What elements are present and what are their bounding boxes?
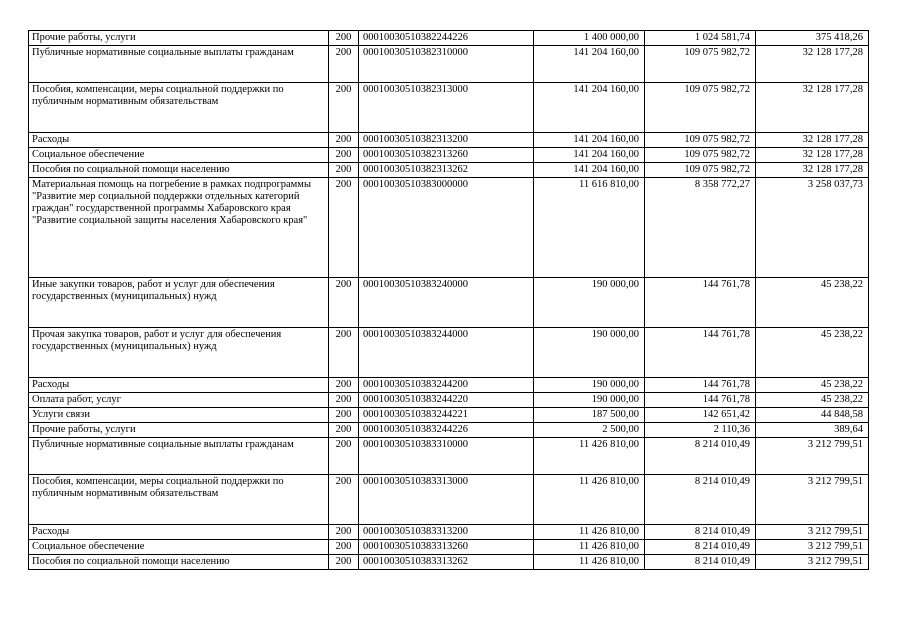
row-code-cell: 200 (329, 423, 359, 438)
row-name-cell: Расходы (29, 133, 329, 148)
row-executed-cell: 144 761,78 (645, 278, 756, 328)
row-code-cell: 200 (329, 475, 359, 525)
table-row (29, 423, 869, 438)
row-approved-cell: 1 400 000,00 (534, 31, 645, 46)
row-executed-cell: 144 761,78 (645, 378, 756, 393)
row-name-cell: Пособия по социальной помощи населению (29, 163, 329, 178)
row-executed-cell: 8 214 010,49 (645, 525, 756, 540)
row-kbk-cell: 00010030510383244000 (359, 328, 534, 378)
budget-report-sheet (28, 30, 868, 570)
row-executed-cell: 8 214 010,49 (645, 438, 756, 475)
row-code-cell: 200 (329, 408, 359, 423)
row-code-cell: 200 (329, 378, 359, 393)
row-approved-cell: 190 000,00 (534, 393, 645, 408)
row-executed-cell: 109 075 982,72 (645, 83, 756, 133)
row-executed-cell: 8 214 010,49 (645, 475, 756, 525)
row-remaining-cell: 375 418,26 (756, 31, 869, 46)
row-kbk-cell: 00010030510382313262 (359, 163, 534, 178)
row-approved-cell: 190 000,00 (534, 278, 645, 328)
row-approved-cell: 141 204 160,00 (534, 148, 645, 163)
row-name-cell: Пособия, компенсации, меры социальной поддержки по публичным нормативным обязательствам (29, 475, 329, 525)
row-kbk-cell: 00010030510383244220 (359, 393, 534, 408)
table-row (29, 83, 869, 133)
row-code-cell: 200 (329, 525, 359, 540)
row-name-cell: Прочие работы, услуги (29, 31, 329, 46)
row-approved-cell: 11 426 810,00 (534, 540, 645, 555)
row-code-cell: 200 (329, 555, 359, 570)
row-remaining-cell: 45 238,22 (756, 278, 869, 328)
row-executed-cell: 8 214 010,49 (645, 540, 756, 555)
row-kbk-cell: 00010030510383244221 (359, 408, 534, 423)
row-name-cell: Материальная помощь на погребение в рамках подпрограммы "Развитие мер социальной поддержки отдельных категорий граждан" государственной программы Хабаровского края "Развитие социальной защиты населения Хабаровского края" (29, 178, 329, 278)
row-remaining-cell: 389,64 (756, 423, 869, 438)
table-row (29, 133, 869, 148)
row-name-cell: Расходы (29, 378, 329, 393)
row-approved-cell: 11 426 810,00 (534, 475, 645, 525)
row-approved-cell: 141 204 160,00 (534, 163, 645, 178)
table-row (29, 555, 869, 570)
row-approved-cell: 11 426 810,00 (534, 555, 645, 570)
row-approved-cell: 187 500,00 (534, 408, 645, 423)
row-kbk-cell: 00010030510382313200 (359, 133, 534, 148)
row-code-cell: 200 (329, 540, 359, 555)
table-row (29, 46, 869, 83)
row-executed-cell: 8 214 010,49 (645, 555, 756, 570)
row-name-cell: Прочая закупка товаров, работ и услуг для обеспечения государственных (муниципальных) нужд (29, 328, 329, 378)
row-approved-cell: 190 000,00 (534, 378, 645, 393)
row-remaining-cell: 3 212 799,51 (756, 540, 869, 555)
row-code-cell: 200 (329, 148, 359, 163)
row-code-cell: 200 (329, 328, 359, 378)
table-row (29, 148, 869, 163)
row-approved-cell: 11 616 810,00 (534, 178, 645, 278)
row-name-cell: Расходы (29, 525, 329, 540)
table-row (29, 178, 869, 278)
row-approved-cell: 141 204 160,00 (534, 83, 645, 133)
row-executed-cell: 109 075 982,72 (645, 148, 756, 163)
row-approved-cell: 11 426 810,00 (534, 525, 645, 540)
row-code-cell: 200 (329, 133, 359, 148)
table-row (29, 31, 869, 46)
row-remaining-cell: 32 128 177,28 (756, 46, 869, 83)
row-remaining-cell: 32 128 177,28 (756, 83, 869, 133)
row-code-cell: 200 (329, 393, 359, 408)
row-code-cell: 200 (329, 438, 359, 475)
table-row (29, 475, 869, 525)
row-remaining-cell: 45 238,22 (756, 328, 869, 378)
row-remaining-cell: 32 128 177,28 (756, 148, 869, 163)
row-kbk-cell: 00010030510383313000 (359, 475, 534, 525)
row-kbk-cell: 00010030510382313260 (359, 148, 534, 163)
row-name-cell: Иные закупки товаров, работ и услуг для обеспечения государственных (муниципальных) нужд (29, 278, 329, 328)
row-kbk-cell: 00010030510383313200 (359, 525, 534, 540)
row-kbk-cell: 00010030510383310000 (359, 438, 534, 475)
row-kbk-cell: 00010030510382310000 (359, 46, 534, 83)
row-executed-cell: 8 358 772,27 (645, 178, 756, 278)
row-name-cell: Публичные нормативные социальные выплаты гражданам (29, 438, 329, 475)
table-row (29, 408, 869, 423)
table-row (29, 163, 869, 178)
row-executed-cell: 2 110,36 (645, 423, 756, 438)
row-executed-cell: 144 761,78 (645, 393, 756, 408)
table-row (29, 393, 869, 408)
row-executed-cell: 142 651,42 (645, 408, 756, 423)
row-kbk-cell: 00010030510383000000 (359, 178, 534, 278)
row-remaining-cell: 3 212 799,51 (756, 525, 869, 540)
row-executed-cell: 1 024 581,74 (645, 31, 756, 46)
row-name-cell: Социальное обеспечение (29, 540, 329, 555)
row-code-cell: 200 (329, 278, 359, 328)
row-remaining-cell: 45 238,22 (756, 378, 869, 393)
table-row (29, 278, 869, 328)
row-name-cell: Социальное обеспечение (29, 148, 329, 163)
row-remaining-cell: 3 212 799,51 (756, 475, 869, 525)
row-executed-cell: 144 761,78 (645, 328, 756, 378)
row-code-cell: 200 (329, 46, 359, 83)
row-kbk-cell: 00010030510383313262 (359, 555, 534, 570)
row-code-cell: 200 (329, 163, 359, 178)
row-approved-cell: 2 500,00 (534, 423, 645, 438)
table-row (29, 525, 869, 540)
table-row (29, 540, 869, 555)
row-code-cell: 200 (329, 178, 359, 278)
row-approved-cell: 141 204 160,00 (534, 133, 645, 148)
table-row (29, 378, 869, 393)
row-approved-cell: 141 204 160,00 (534, 46, 645, 83)
row-remaining-cell: 3 258 037,73 (756, 178, 869, 278)
row-remaining-cell: 3 212 799,51 (756, 555, 869, 570)
row-approved-cell: 11 426 810,00 (534, 438, 645, 475)
budget-execution-table (28, 30, 869, 570)
row-name-cell: Услуги связи (29, 408, 329, 423)
row-code-cell: 200 (329, 31, 359, 46)
row-remaining-cell: 45 238,22 (756, 393, 869, 408)
row-executed-cell: 109 075 982,72 (645, 163, 756, 178)
table-row (29, 438, 869, 475)
row-kbk-cell: 00010030510382244226 (359, 31, 534, 46)
row-executed-cell: 109 075 982,72 (645, 133, 756, 148)
row-kbk-cell: 00010030510383240000 (359, 278, 534, 328)
row-kbk-cell: 00010030510383313260 (359, 540, 534, 555)
row-name-cell: Оплата работ, услуг (29, 393, 329, 408)
row-kbk-cell: 00010030510382313000 (359, 83, 534, 133)
row-name-cell: Пособия по социальной помощи населению (29, 555, 329, 570)
row-approved-cell: 190 000,00 (534, 328, 645, 378)
table-body (29, 31, 869, 570)
row-remaining-cell: 3 212 799,51 (756, 438, 869, 475)
row-remaining-cell: 32 128 177,28 (756, 133, 869, 148)
row-remaining-cell: 32 128 177,28 (756, 163, 869, 178)
row-kbk-cell: 00010030510383244200 (359, 378, 534, 393)
table-row (29, 328, 869, 378)
row-name-cell: Прочие работы, услуги (29, 423, 329, 438)
row-executed-cell: 109 075 982,72 (645, 46, 756, 83)
row-remaining-cell: 44 848,58 (756, 408, 869, 423)
row-code-cell: 200 (329, 83, 359, 133)
row-name-cell: Пособия, компенсации, меры социальной поддержки по публичным нормативным обязательствам (29, 83, 329, 133)
row-name-cell: Публичные нормативные социальные выплаты гражданам (29, 46, 329, 83)
row-kbk-cell: 00010030510383244226 (359, 423, 534, 438)
